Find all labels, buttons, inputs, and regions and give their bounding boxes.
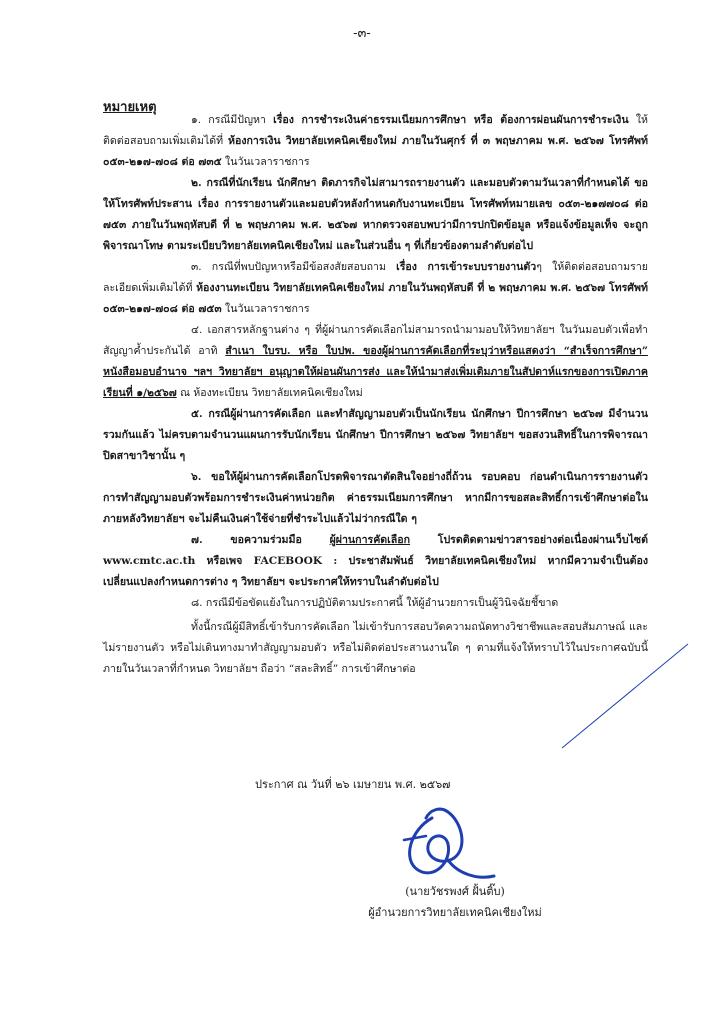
item-3-subject: เรื่อง การเข้าระบบรายงานตัว [396,261,537,273]
item-3-mid: ๆ ให้ติดต่อสอบถามรายละเอียดเพิ่มเติมได้ที่ [103,261,648,294]
item-7-target: ผู้ผ่านการคัดเลือก [329,534,411,546]
item-1-tail: ในวันเวลาราชการ [221,156,310,168]
item-4-tail: ณ ห้องทะเบียน วิทยาลัยเทคนิคเชียงใหม่ [176,387,363,399]
remark-item-7 [103,530,648,593]
item-5-text: ๕. กรณีผู้ผ่านการคัดเลือก และทำสัญญามอบตัวเป็นนักเรียน นักศึกษา ปีการศึกษา ๒๕๖๗ มีจำนวนรวมกันแล้ว ไม่ครบตามจำนวนแผนการรับนักเรียน นักศึกษา ปีการศึกษา ๒๕๖๗ วิทยาลัยฯ ขอสงวนสิทธิ์ในการพิจารณา ปิดสาขาวิชานั้น ๆ [103,408,648,462]
remark-item-4 [103,320,648,404]
signer-name: (นายวัชรพงศ์ ฝั้นติ๊บ) [405,885,505,898]
item-7-intro: ๗. ขอความร่วมมือ [191,534,330,546]
item-4-intro: ๔. เอกสารหลักฐานต่าง ๆ ที่ผู้ผ่านการคัดเลือกไม่สามารถนำมามอบให้วิทยาลัยฯ ในวันมอบตัวเพื่อทำสัญญาค้ำประกันได้ อาทิ [103,324,648,357]
item-1-contact: ห้องการเงิน วิทยาลัยเทคนิคเชียงใหม่ ภายในวันศุกร์ ที่ ๓ พฤษภาคม พ.ศ. ๒๕๖๗ โทรศัพท์ ๐๕๓-๒๑๗-๗๐๘ ต่อ ๗๓๕ [103,135,648,168]
closing-paragraph: ทั้งนี้กรณีผู้มีสิทธิ์เข้ารับการคัดเลือก ไม่เข้ารับการสอบวัดความถนัดทางวิชาชีพและสอบสัมภาษณ์ และไม่รายงานตัว หรือไม่เดินทางมาทำสัญญามอบตัว หรือไม่ติดต่อประสานงานใด ๆ ตามที่แจ้งให้ทราบไว้ในประกาศฉบับนี้ ภายในวันเวลาที่กำหนด วิทยาลัยฯ ถือว่า “สละสิทธิ์” การเข้าศึกษาต่อ [103,621,648,675]
item-8-text: ๘. กรณีมีข้อขัดแย้งในการปฏิบัติตามประกาศนี้ ให้ผู้อำนวยการเป็นผู้วินิจฉัยชี้ขาด [191,597,559,609]
signer-title: ผู้อำนวยการวิทยาลัยเทคนิคเชียงใหม่ [368,906,542,919]
item-3-intro: ๓. กรณีที่พบปัญหาหรือมีข้อสงสัยสอบถาม [191,261,397,273]
item-3-contact: ห้องงานทะเบียน วิทยาลัยเทคนิคเชียงใหม่ ภายในวันพฤหัสบดี ที่ ๒ พฤษภาคม พ.ศ. ๒๕๖๗ โทรศัพท์ ๐๕๓-๒๑๗-๗๐๘ ต่อ ๗๕๓ [103,282,648,315]
page-number: -๓- [353,26,371,41]
item-2-text: ๒. กรณีที่นักเรียน นักศึกษา ติดภารกิจไม่สามารถรายงานตัว และมอบตัวตามวันเวลาที่กำหนดได้ ขอให้โทรศัพท์ประสาน เรื่อง การรายงานตัวและมอบตัวหลังกำหนดกับงานทะเบียน โทรศัพท์หมายเลข ๐๕๓-๒๑๗๗๐๘ ต่อ ๗๕๓ ภายในวันพฤหัสบดี ที่ ๒ พฤษภาคม พ.ศ. ๒๕๖๗ หากตรวจสอบพบว่ามีการปกปิดข้อมูล หรือแจ้งข้อมูลเท็จ จะถูก พิจารณาโทษ ตามระเบียบวิทยาลัยเทคนิคเชียงใหม่ และในส่วนอื่น ๆ ที่เกี่ยวข้องตามลำดับต่อไป [103,177,648,252]
item-1-intro: ๑. กรณีมีปัญหา [191,114,274,126]
remark-item-5 [103,404,648,467]
item-6-text: ๖. ขอให้ผู้ผ่านการคัดเลือกโปรดพิจารณาตัดสินใจอย่างถี่ถ้วน รอบคอบ ก่อนดำเนินการรายงานตัว การทำสัญญามอบตัวพร้อมการชำระเงินค่าหน่วยกิต ค่าธรรมเนียมการศึกษา หากมีการขอสละสิทธิ์การเข้าศึกษาต่อในภายหลังวิทยาลัยฯ จะไม่คืนเงินค่าใช้จ่ายที่ชำระไปแล้วไม่ว่ากรณีใด ๆ [103,471,648,525]
remark-body [103,110,648,680]
item-1-subject: เรื่อง การชำระเงินค่าธรรมเนียมการศึกษา หรือ ต้องการผ่อนผันการชำระเงิน [273,114,629,126]
remark-item-1 [103,110,648,173]
remark-heading: หมายเหตุ [103,100,157,115]
announcement-date: ประกาศ ณ วันที่ ๒๖ เมษายน พ.ศ. ๒๕๖๗ [255,778,451,791]
signature-image [390,800,500,882]
remark-item-8 [103,593,648,614]
remark-item-3 [103,257,648,320]
item-4-documents: สำเนา ใบรบ. หรือ ใบปพ. ของผู้ผ่านการคัดเลือกที่ระบุว่าหรือแสดงว่า “สำเร็จการศึกษา” หนังสือมอบอำนาจ ฯลฯ วิทยาลัยฯ อนุญาตให้ผ่อนผันการส่ง และให้นำมาส่งเพิ่มเติมภายในสัปดาห์แรกของการเปิดภาคเรียนที่ ๑/๒๕๖๗ [103,345,648,399]
item-1-mid: ให้ติดต่อสอบถามเพิ่มเติมได้ที่ [103,114,648,147]
item-7-text: โปรดติดตามข่าวสารอย่างต่อเนื่องผ่านเว็บไซต์ www.cmtc.ac.th หรือเพจ FACEBOOK : ประชาสัมพันธ์ วิทยาลัยเทคนิคเชียงใหม่ หากมีความจำเป็นต้องเปลี่ยนแปลงกำหนดการต่าง ๆ วิทยาลัยฯ จะประกาศให้ทราบในลำดับต่อไป [103,534,648,588]
remark-item-2 [103,173,648,257]
remark-item-6 [103,467,648,530]
pen-stroke [560,640,690,750]
item-3-tail: ในวันเวลาราชการ [221,303,310,315]
